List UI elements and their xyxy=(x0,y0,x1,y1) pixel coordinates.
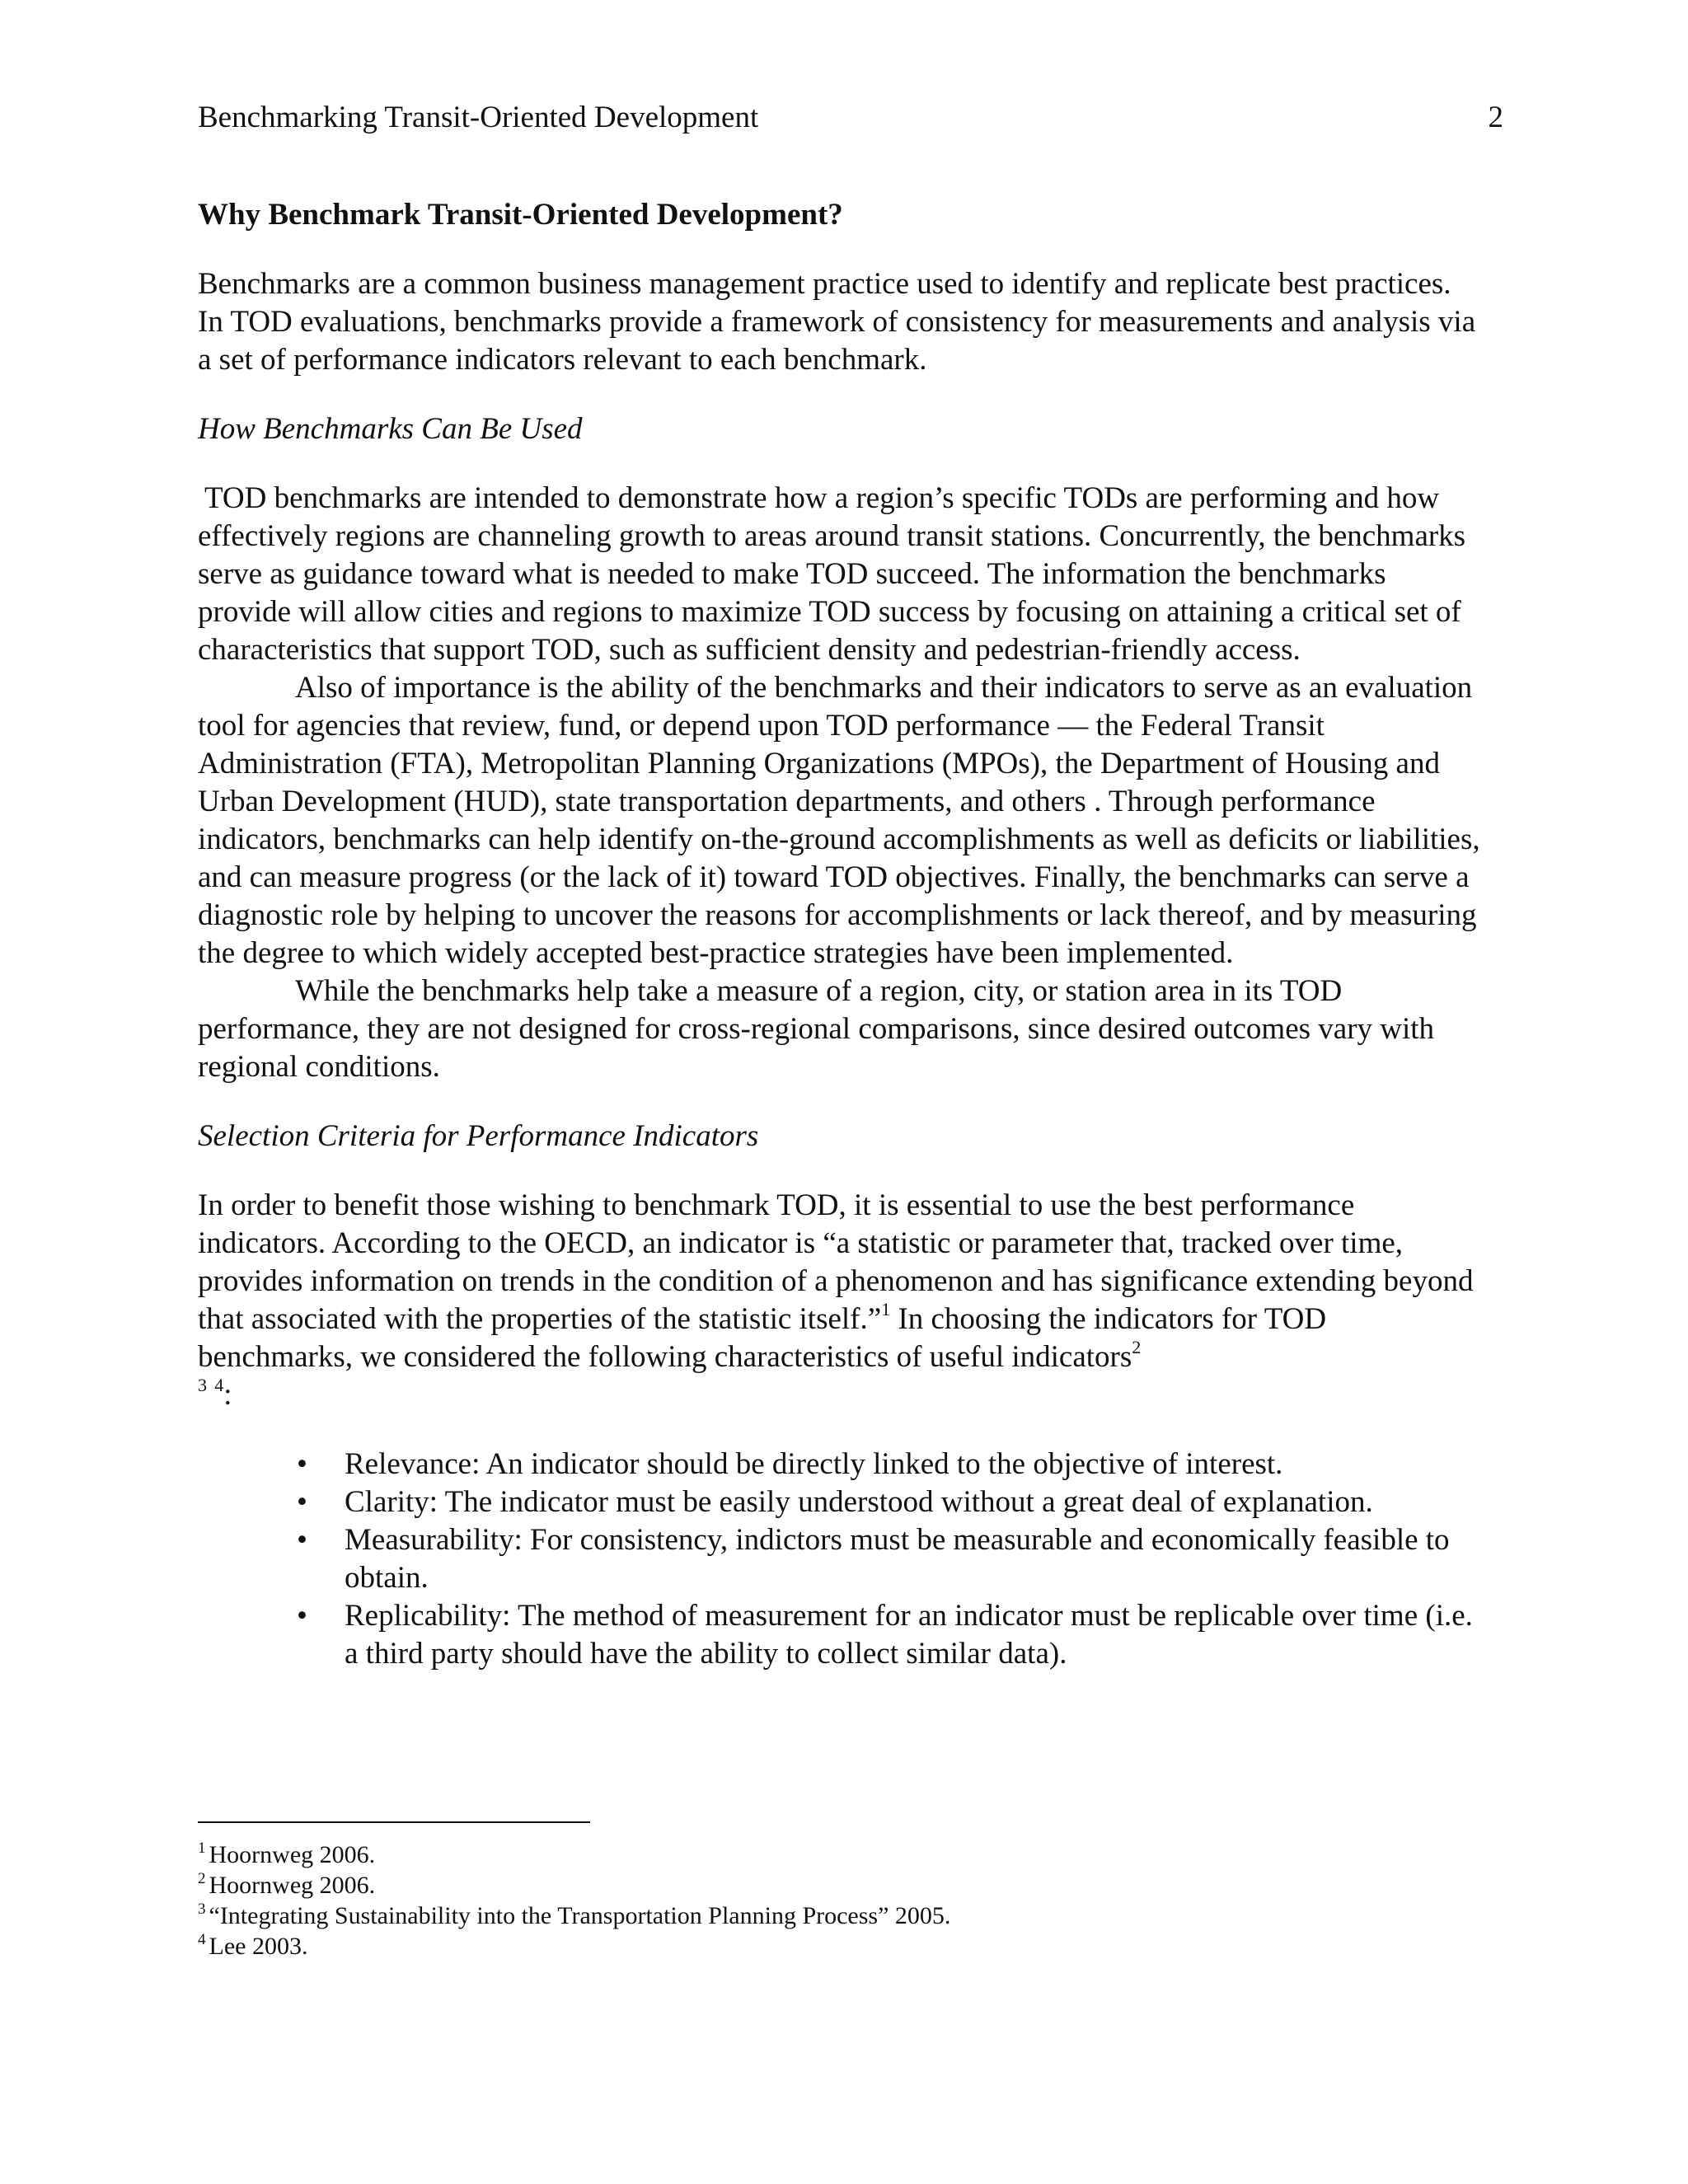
footnote-ref-1[interactable]: 1 xyxy=(881,1299,891,1319)
list-item xyxy=(297,1597,1484,1673)
footnote-text: “Integrating Sustainability into the Transportation Planning Process” 2005. xyxy=(209,1902,951,1929)
bullet-icon: • xyxy=(297,1447,307,1481)
footnote-4 xyxy=(198,1931,1484,1961)
body-text xyxy=(198,196,1484,1673)
bullet-icon: • xyxy=(297,1485,307,1519)
page-number: 2 xyxy=(1488,101,1503,134)
list-item-text: Relevance: An indicator should be directly linked to the objective of interest. xyxy=(345,1447,1283,1481)
footnote-text: Lee 2003. xyxy=(209,1933,308,1960)
criteria-text-2: In choosing the indicators for TOD benchmarks, we considered the following characteristics of useful indicators xyxy=(198,1302,1327,1374)
footnote-2 xyxy=(198,1870,1484,1900)
footnote-divider xyxy=(198,1821,590,1823)
list-item xyxy=(297,1521,1484,1597)
footnote-number: 1 xyxy=(198,1840,206,1857)
section-heading: Why Benchmark Transit-Oriented Development? xyxy=(198,198,843,232)
paragraph-use-1: TOD benchmarks are intended to demonstrate how a region’s specific TODs are performing and how effectively regions are channeling growth to areas around transit stations. Concurrently, the benchmarks serve as guidance toward what is needed to make TOD succeed. The information the benchmarks provide will allow cities and regions to maximize TOD success by focusing on attaining a critical set of characteristics that support TOD, such as sufficient density and pedestrian-friendly access. xyxy=(198,481,1466,667)
footnote-ref-4[interactable]: 4 xyxy=(214,1375,224,1395)
list-item-text: Measurability: For consistency, indictors must be measurable and economically feasible to obtain. xyxy=(345,1523,1450,1595)
list-item xyxy=(297,1446,1484,1483)
paragraph-use-2: Also of importance is the ability of the benchmarks and their indicators to serve as an evaluation tool for agencies that review, fund, or depend upon TOD performance — the Federal Transit Administration (FTA), Metropolitan Planning Organizations (MPOs), the Department of Housing and Urban Development (HUD), state transportation departments, and others . Through performance indicators, benchmarks can help identify on-the-ground accomplishments as well as deficits or liabilities, and can measure progress (or the lack of it) toward TOD objectives. Finally, the benchmarks can serve a diagnostic role by helping to uncover the reasons for accomplishments or lack thereof, and by measuring the degree to which widely accepted best-practice strategies have been implemented. xyxy=(198,671,1480,970)
footnotes xyxy=(198,1840,1484,1961)
bullet-icon: • xyxy=(297,1599,307,1633)
footnote-text: Hoornweg 2006. xyxy=(209,1841,376,1868)
footnote-text: Hoornweg 2006. xyxy=(209,1872,376,1899)
criteria-list xyxy=(198,1446,1484,1673)
criteria-text-1: In order to benefit those wishing to benchmark TOD, it is essential to use the best performance indicators. According to the OECD, an indicator is “a statistic or parameter that, tracked over time, provides information on trends in the condition of a phenomenon and has significance extending beyond that associated with the properties of the statistic itself.” xyxy=(198,1188,1474,1336)
list-item xyxy=(297,1483,1484,1521)
footnote-number: 4 xyxy=(198,1931,206,1948)
paragraph-criteria xyxy=(198,1187,1484,1414)
footnote-number: 3 xyxy=(198,1900,206,1918)
bullet-icon: • xyxy=(297,1523,307,1557)
subheading-how-used: How Benchmarks Can Be Used xyxy=(198,412,583,446)
footnote-3 xyxy=(198,1900,1484,1931)
footnote-number: 2 xyxy=(198,1870,206,1887)
subheading-selection-criteria: Selection Criteria for Performance Indicators xyxy=(198,1119,759,1153)
footnote-ref-3[interactable]: 3 xyxy=(198,1375,207,1395)
list-item-text: Clarity: The indicator must be easily understood without a great deal of explanation. xyxy=(345,1485,1373,1519)
paragraph-use-3: While the benchmarks help take a measure of a region, city, or station area in its TOD performance, they are not designed for cross-regional comparisons, since desired outcomes vary with regional conditions. xyxy=(198,974,1435,1084)
criteria-colon: : xyxy=(223,1378,232,1412)
intro-paragraph: Benchmarks are a common business management practice used to identify and replicate best practices. In TOD evaluations, benchmarks provide a framework of consistency for measurements and analysis via a set of performance indicators relevant to each benchmark. xyxy=(198,267,1476,377)
running-title: Benchmarking Transit-Oriented Development xyxy=(198,101,759,134)
footnote-1 xyxy=(198,1840,1484,1870)
list-item-text: Replicability: The method of measurement for an indicator must be replicable over time (i.e. a third party should have the ability to collect similar data). xyxy=(345,1599,1473,1671)
footnote-ref-2[interactable]: 2 xyxy=(1132,1337,1142,1357)
